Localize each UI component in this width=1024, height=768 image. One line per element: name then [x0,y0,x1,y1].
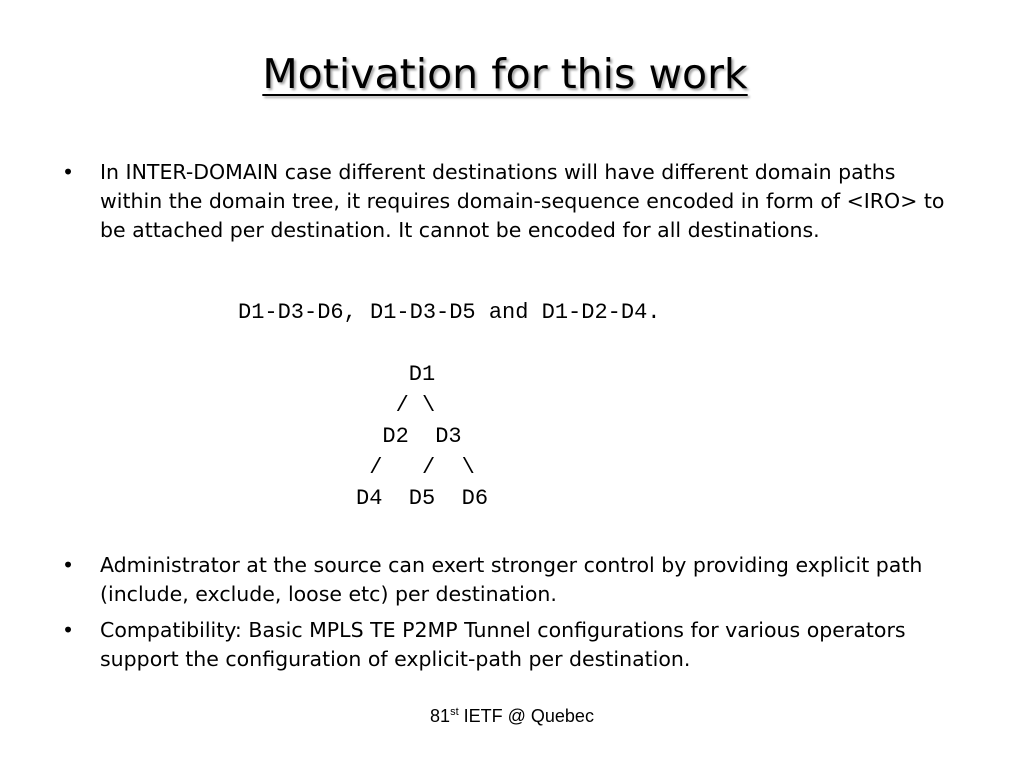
tree-line: / \ [356,393,436,418]
tree-line: D1 [356,362,436,387]
domain-paths-line: D1-D3-D6, D1-D3-D5 and D1-D2-D4. [238,300,661,325]
footer-number: 81 [430,706,451,726]
bullet-item [62,158,962,245]
bullet-marker: • [62,618,75,642]
tree-line: D2 D3 [356,424,462,449]
slide-footer [0,706,1024,727]
bullet-text: Compatibility: Basic MPLS TE P2MP Tunnel configurations for various operators support the configuration of explicit-path per destination. [100,618,906,671]
bullet-marker: • [62,553,75,577]
bullet-text: In INTER-DOMAIN case different destinations will have different domain paths within the domain tree, it requires domain-sequence encoded in form of <IRO> to be attached per destination. It cannot be encoded for all destinations. [100,160,945,242]
domain-tree [356,359,488,514]
slide-title: Motivation for this work [262,50,748,98]
bullet-item [62,551,962,609]
tree-line: D4 D5 D6 [356,486,489,511]
bullet-marker: • [62,160,75,184]
tree-line: / / \ [356,455,475,480]
footer-ordinal-suffix: st [450,706,459,718]
footer-text: IETF @ Quebec [458,706,594,726]
bullet-text: Administrator at the source can exert stronger control by providing explicit path (include, exclude, loose etc) per destination. [100,553,923,606]
bullet-item [62,616,962,674]
